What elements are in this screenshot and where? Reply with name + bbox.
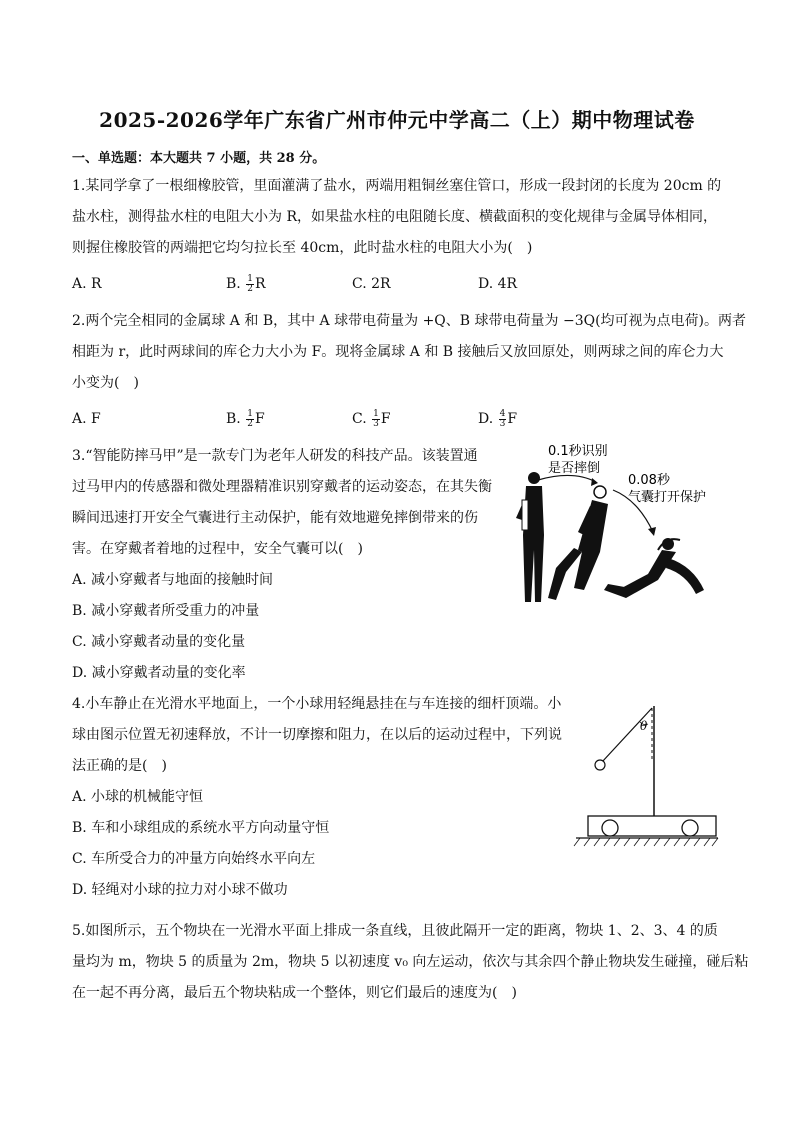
fraction: $\frac{1}{2}$	[247, 408, 253, 429]
label-2-line-2: 气囊打开保护	[628, 490, 707, 505]
q4-option-b: B. 车和小球组成的系统水平方向动量守恒	[72, 820, 330, 836]
fraction: $\frac{4}{3}$	[499, 408, 506, 429]
q2-option-d: D. $\frac{4}{3}$ F	[478, 408, 518, 429]
q3-line-4: 害。在穿戴者着地的过程中，安全气囊可以( )	[72, 541, 363, 557]
exam-title: 2025-2026学年广东省广州市仲元中学高二（上）期中物理试卷	[99, 108, 695, 132]
wheel-icon	[602, 820, 618, 836]
q4-line-3: 法正确的是( )	[72, 758, 167, 774]
string	[602, 708, 652, 762]
fallen-person-icon	[604, 538, 704, 598]
q3-line-3: 瞬间迅速打开安全气囊进行主动保护，能有效地避免摔倒带来的伤	[72, 510, 478, 526]
q2-option-a: A. F	[72, 411, 101, 427]
q4-line-1: 4.小车静止在光滑水平地面上，一个小球用轻绳悬挂在与车连接的细杆顶端。小	[72, 696, 562, 712]
ground-hatching	[574, 838, 718, 846]
q2-option-b: B. $\frac{1}{2}$ F	[226, 408, 265, 429]
q3-line-2: 过马甲内的传感器和微处理器精准识别穿戴者的运动姿态，在其失衡	[72, 479, 492, 495]
q3-option-a: A. 减小穿戴者与地面的接触时间	[72, 572, 274, 588]
q3-option-d: D. 减小穿戴者动量的变化率	[72, 665, 246, 681]
q3-option-b: B. 减小穿戴者所受重力的冲量	[72, 603, 260, 619]
label-1-line-2: 是否摔倒	[548, 461, 601, 476]
cart-pendulum-diagram	[572, 700, 722, 850]
q1-option-a: A. R	[72, 276, 102, 292]
q1-option-d: D. 4R	[478, 276, 518, 292]
q5-line-2: 量均为 m，物块 5 的质量为 2m，物块 5 以初速度 v₀ 向左运动，依次与其余四个静止物块发生碰撞，碰后粘	[72, 954, 749, 970]
fall-illustration	[508, 440, 738, 610]
q3-line-1: 3.“智能防摔马甲”是一款专门为老年人研发的科技产品。该装置通	[72, 448, 478, 464]
fraction: $\frac{1}{2}$	[247, 273, 253, 294]
label-2-line-1: 0.08秒	[628, 473, 670, 488]
fall-protection-figure	[508, 440, 738, 610]
cart-pendulum-figure	[572, 700, 722, 850]
section-heading: 一、单选题：本大题共 7 小题，共 28 分。	[72, 151, 326, 166]
standing-person-icon	[516, 472, 544, 602]
q2-line-3: 小变为( )	[72, 375, 139, 391]
ball-icon	[595, 760, 605, 770]
q5-line-3: 在一起不再分离，最后五个物块粘成一个整体，则它们最后的速度为( )	[72, 985, 517, 1001]
q2-option-c: C. $\frac{1}{3}$ F	[352, 408, 391, 429]
q4-line-2: 球由图示位置无初速释放，不计一切摩擦和阻力，在以后的运动过程中，下列说	[72, 727, 562, 743]
falling-person-icon	[548, 486, 608, 600]
q1-option-b: B. $\frac{1}{2}$ R	[226, 273, 266, 294]
q1-line-1: 1.某同学拿了一根细橡胶管，里面灌满了盐水，两端用粗铜丝塞住管口，形成一段封闭的长度为 20cm 的	[72, 178, 722, 194]
wheel-icon	[682, 820, 698, 836]
q4-option-a: A. 小球的机械能守恒	[72, 789, 204, 805]
q3-option-c: C. 减小穿戴者动量的变化量	[72, 634, 246, 650]
q1-option-c: C. 2R	[352, 276, 391, 292]
q1-line-2: 盐水柱，测得盐水柱的电阻大小为 R，如果盐水柱的电阻随长度、横截面积的变化规律与金属导体相同，	[72, 209, 717, 225]
q4-option-d: D. 轻绳对小球的拉力对小球不做功	[72, 882, 288, 898]
q5-line-1: 5.如图所示，五个物块在一光滑水平面上排成一条直线，且彼此隔开一定的距离，物块 1、2、3、4 的质	[72, 923, 718, 939]
q1-line-3: 则握住橡胶管的两端把它均匀拉长至 40cm，此时盐水柱的电阻大小为( )	[72, 240, 533, 256]
q4-option-c: C. 车所受合力的冲量方向始终水平向左	[72, 851, 316, 867]
q2-line-2: 相距为 r，此时两球间的库仑力大小为 F。现将金属球 A 和 B 接触后又放回原处，则两球之间的库仑力大	[72, 344, 724, 360]
fraction: $\frac{1}{3}$	[373, 408, 379, 429]
label-1-line-1: 0.1秒识别	[548, 444, 608, 459]
angle-label: θ	[640, 719, 648, 733]
q2-line-1: 2.两个完全相同的金属球 A 和 B，其中 A 球带电荷量为 +Q、B 球带电荷量为 −3Q(均可视为点电荷)。两者	[72, 313, 747, 329]
